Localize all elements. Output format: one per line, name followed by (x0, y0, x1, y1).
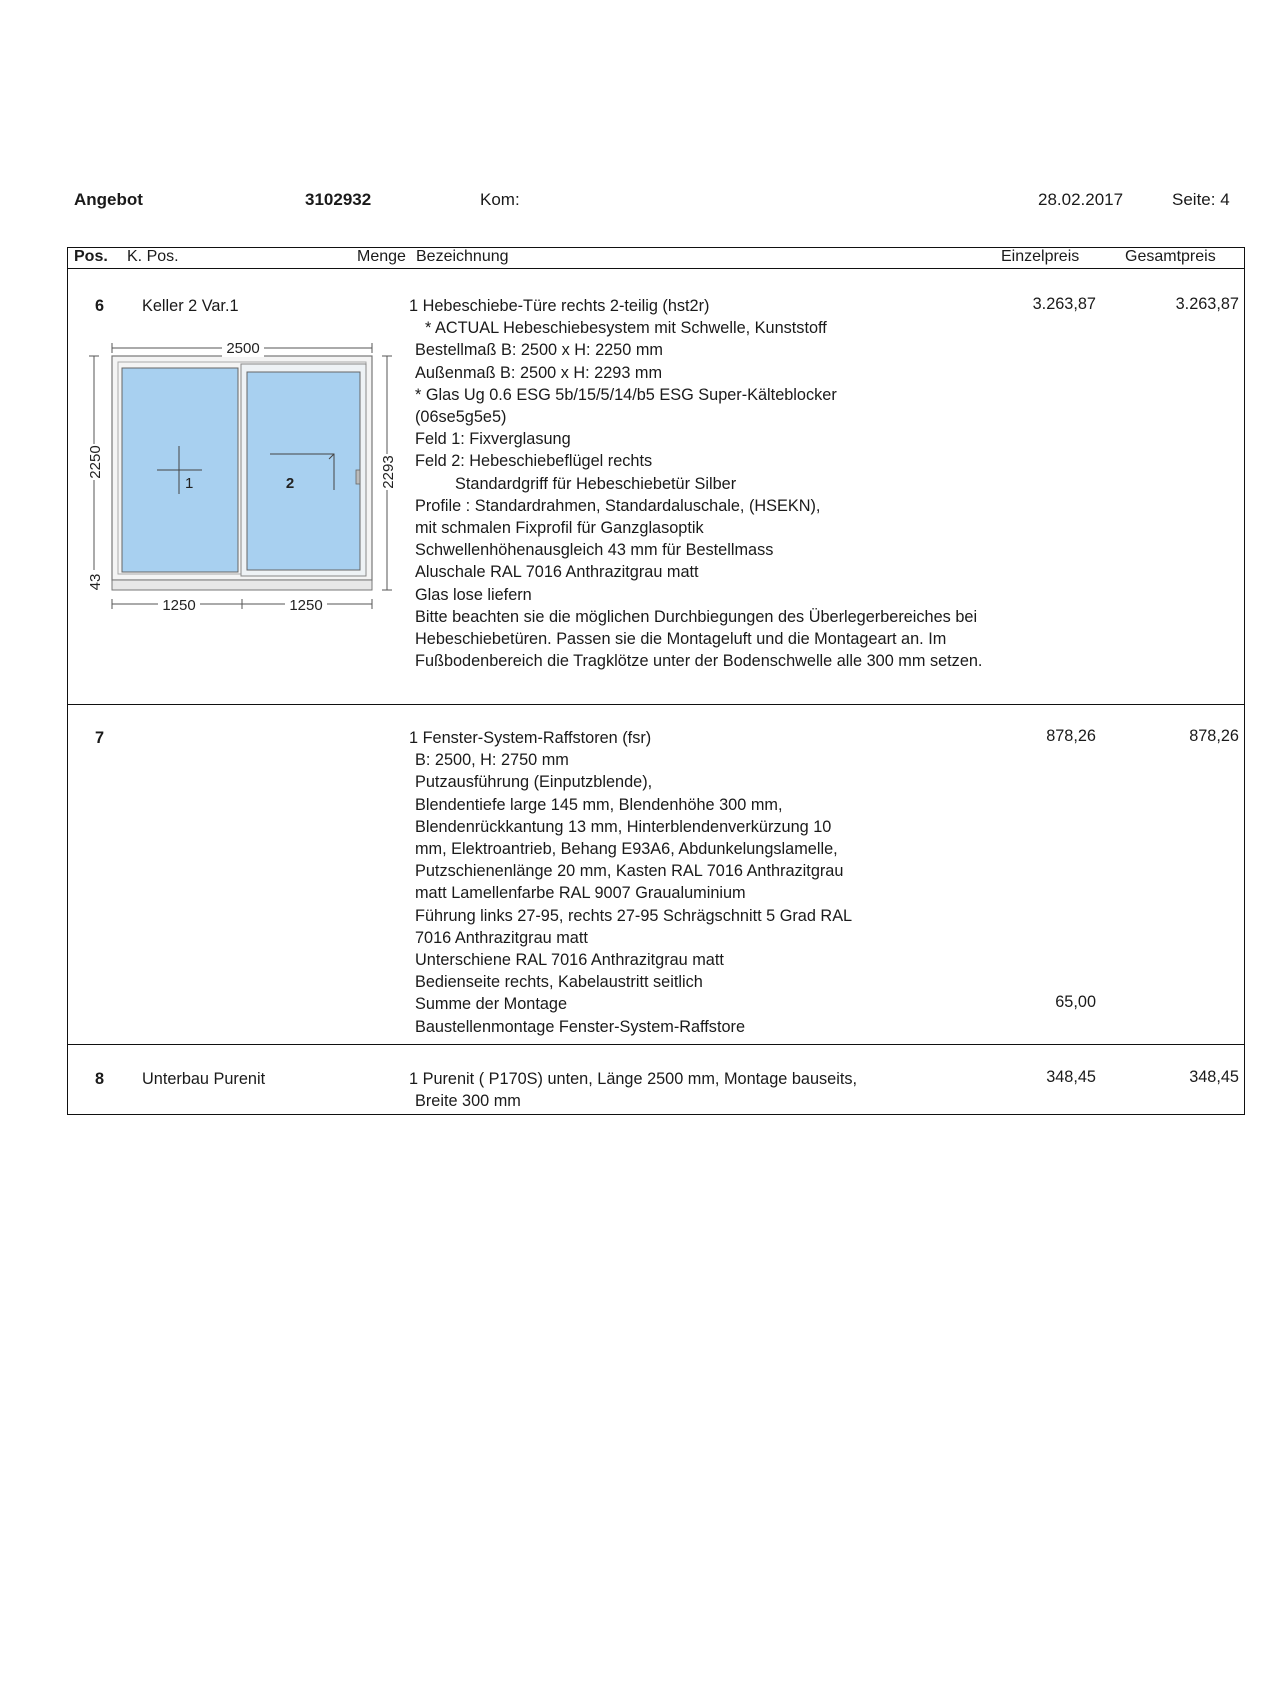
item-description (409, 295, 982, 672)
kom-label: Kom: (480, 190, 520, 209)
field-1-label: 1 (185, 475, 194, 492)
item-line: Blendentiefe large 145 mm, Blendenhöhe 300 mm, (415, 795, 783, 814)
table-header (68, 248, 1244, 269)
item-description (409, 1068, 857, 1112)
field-2-label: 2 (285, 475, 295, 492)
dim-left-width: 1250 (162, 597, 196, 614)
item-line: mit schmalen Fixprofil für Ganzglasoptik (415, 519, 704, 538)
item-unit-price: 878,26 (1046, 727, 1096, 745)
item-title: Purenit ( P170S) unten, Länge 2500 mm, Montage bauseits, (422, 1070, 858, 1088)
doc-number: 3102932 (305, 190, 372, 209)
item-pos: 7 (95, 729, 105, 747)
item-line: Hebeschiebetüren. Passen sie die Montageluft und die Montageart an. Im (415, 630, 947, 649)
item-total-price: 348,45 (1189, 1068, 1239, 1086)
item-line: mm, Elektroantrieb, Behang E93A6, Abdunkelungslamelle, (415, 840, 838, 859)
item-line: Putzschienenlänge 20 mm, Kasten RAL 7016 Anthrazitgrau (415, 862, 844, 881)
item-kpos: Unterbau Purenit (142, 1070, 266, 1088)
offer-table (67, 247, 1245, 1115)
item-total-price: 3.263,87 (1175, 295, 1239, 313)
item-line: Summe der Montage (415, 995, 568, 1014)
page-number: Seite: 4 (1172, 190, 1230, 209)
dim-sill: 43 (87, 573, 104, 591)
item-line: B: 2500, H: 2750 mm (415, 751, 569, 770)
item-line: Blendenrückkantung 13 mm, Hinterblendenverkürzung 10 (415, 817, 832, 836)
item-line: Aluschale RAL 7016 Anthrazitgrau matt (415, 563, 699, 582)
item-line: Unterschiene RAL 7016 Anthrazitgrau matt (415, 951, 724, 970)
item-line: Glas lose liefern (415, 585, 532, 604)
item-line: Putzausführung (Einputzblende), (415, 773, 653, 792)
col-bezeichnung: Bezeichnung (416, 248, 509, 265)
item-qty: 1 (409, 297, 419, 315)
item-line: Feld 1: Fixverglasung (415, 430, 571, 449)
col-pos: Pos. (74, 248, 108, 265)
col-gesamtpreis: Gesamtpreis (1125, 248, 1216, 265)
item-line: * Glas Ug 0.6 ESG 5b/15/5/14/b5 ESG Super-Kälteblocker (415, 385, 837, 404)
row-divider (68, 1044, 1244, 1045)
door-drawing (82, 328, 402, 628)
item-line: Baustellenmontage Fenster-System-Raffstore (415, 1017, 745, 1036)
doc-date: 28.02.2017 (1038, 190, 1124, 209)
item-unit-price: 3.263,87 (1032, 295, 1096, 313)
item-line: Bestellmaß B: 2500 x H: 2250 mm (415, 341, 663, 360)
item-pos: 6 (95, 297, 105, 315)
item-line: Außenmaß B: 2500 x H: 2293 mm (415, 363, 663, 382)
item-line: (06se5g5e5) (415, 408, 507, 427)
item-title: Fenster-System-Raffstoren (fsr) (422, 729, 652, 747)
item-description (409, 727, 852, 1038)
dim-outer-height: 2293 (380, 455, 397, 489)
item-line: * ACTUAL Hebeschiebesystem mit Schwelle, Kunststoff (425, 319, 827, 338)
item-kpos: Keller 2 Var.1 (142, 297, 239, 315)
dim-height: 2250 (87, 445, 104, 479)
col-einzelpreis: Einzelpreis (1001, 248, 1080, 265)
item-line: Profile : Standardrahmen, Standardaluschale, (HSEKN), (415, 496, 821, 515)
item-unit-price: 348,45 (1046, 1068, 1096, 1086)
item-pos: 8 (95, 1070, 105, 1088)
item-line: Fußbodenbereich die Tragklötze unter der Bodenschwelle alle 300 mm setzen. (415, 652, 983, 671)
item-total-price: 878,26 (1189, 727, 1239, 745)
item-line: matt Lamellenfarbe RAL 9007 Graualuminium (415, 884, 746, 903)
item-line: 7016 Anthrazitgrau matt (415, 928, 588, 947)
dim-width: 2500 (226, 340, 260, 357)
item-line: Standardgriff für Hebeschiebetür Silber (455, 474, 737, 493)
item-line: Breite 300 mm (415, 1092, 521, 1111)
item-line: Führung links 27-95, rechts 27-95 Schrägschnitt 5 Grad RAL (415, 906, 853, 925)
item-title: Hebeschiebe-Türe rechts 2-teilig (hst2r) (422, 297, 710, 315)
item-line: Feld 2: Hebeschiebeflügel rechts (415, 452, 653, 471)
dim-right-width: 1250 (289, 597, 323, 614)
item-qty: 1 (409, 729, 419, 747)
item-line: Schwellenhöhenausgleich 43 mm für Bestellmass (415, 541, 774, 560)
col-menge: Menge (357, 248, 406, 265)
doc-type: Angebot (74, 190, 143, 209)
item-qty: 1 (409, 1070, 419, 1088)
sliding-pane (247, 372, 360, 570)
row-divider (68, 704, 1244, 705)
item-line: Bedienseite rechts, Kabelaustritt seitlich (415, 973, 703, 992)
montage-price: 65,00 (1055, 993, 1096, 1011)
item-line: Bitte beachten sie die möglichen Durchbiegungen des Überlegerbereiches bei (415, 607, 978, 626)
col-kpos: K. Pos. (127, 248, 179, 265)
